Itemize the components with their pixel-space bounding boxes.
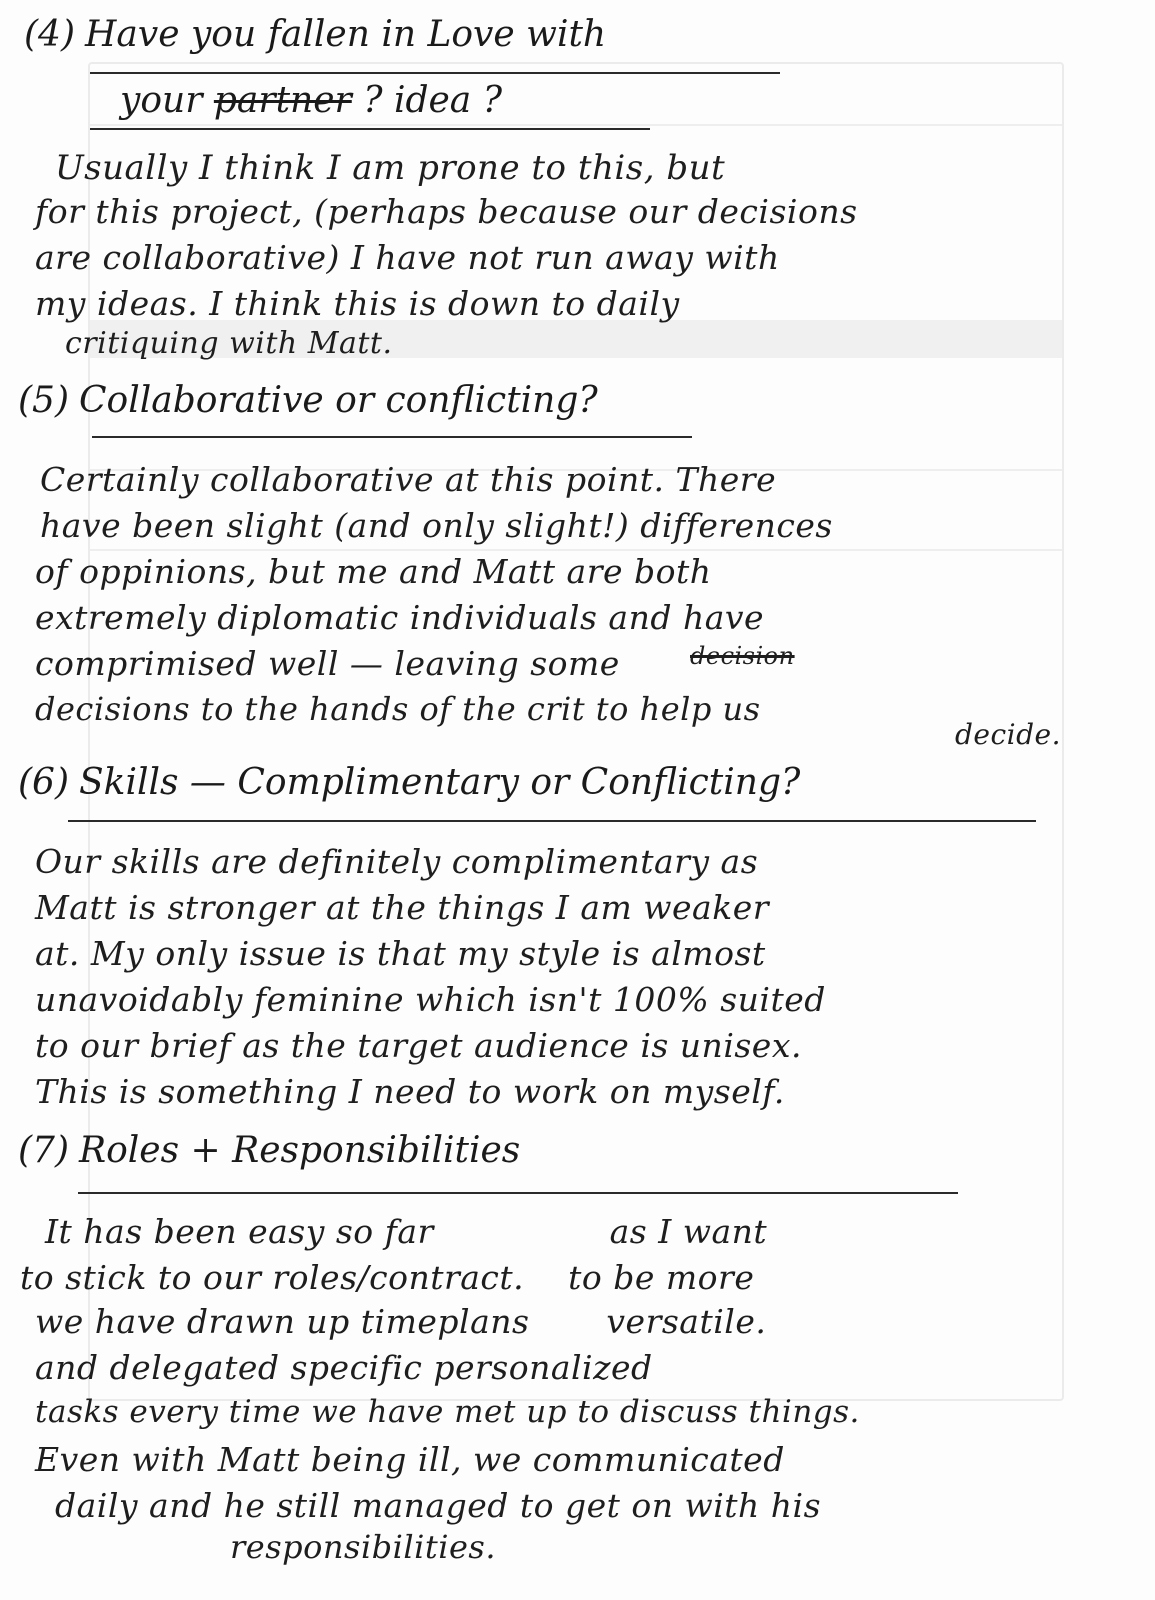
body-line: Certainly collaborative at this point. There xyxy=(40,460,777,499)
body-line: responsibilities. xyxy=(230,1528,496,1566)
body-line xyxy=(35,644,620,683)
body-line: we have drawn up timeplans versatile. xyxy=(35,1302,767,1341)
body-line: extremely diplomatic individuals and have xyxy=(35,598,765,637)
body-line: have been slight (and only slight!) differences xyxy=(40,506,833,545)
section-title: Skills — Complimentary or Conflicting? xyxy=(79,762,801,803)
heading-underline xyxy=(68,820,1036,822)
heading-underline xyxy=(78,1192,958,1194)
body-line: This is something I need to work on myself. xyxy=(35,1072,785,1111)
section-6-heading xyxy=(18,762,800,803)
body-line: are collaborative) I have not run away with xyxy=(35,238,780,277)
body-line: It has been easy so far as I want xyxy=(45,1212,768,1251)
section-7-heading xyxy=(18,1130,520,1171)
body-line: to our brief as the target audience is unisex. xyxy=(35,1026,802,1065)
body-line: unavoidably feminine which isn't 100% suited xyxy=(35,980,826,1019)
struck-word: decision xyxy=(690,642,795,670)
section-number: (6) xyxy=(18,762,69,803)
heading-underline xyxy=(90,128,650,130)
body-line: daily and he still managed to get on with his xyxy=(55,1486,822,1525)
heading-underline xyxy=(92,436,692,438)
section-title: Collaborative or conflicting? xyxy=(79,380,598,421)
body-text: comprimised well — leaving some xyxy=(35,644,620,683)
body-line: my ideas. I think this is down to daily xyxy=(35,284,680,323)
struck-word: partner xyxy=(213,80,352,121)
body-line: at. My only issue is that my style is almost xyxy=(35,934,766,973)
body-line: critiquing with Matt. xyxy=(65,326,393,361)
section-4-heading-line2 xyxy=(120,80,502,121)
body-line: Even with Matt being ill, we communicated xyxy=(35,1440,785,1479)
body-line: of oppinions, but me and Matt are both xyxy=(35,552,712,591)
title-word: your xyxy=(120,80,203,121)
body-line: decide. xyxy=(955,718,1062,751)
section-title: Have you fallen in Love with xyxy=(85,14,607,55)
section-title: Roles + Responsibilities xyxy=(79,1130,521,1171)
title-word: ? idea ? xyxy=(363,80,503,121)
body-line: decisions to the hands of the crit to help us xyxy=(35,690,761,728)
section-5-heading xyxy=(18,380,598,421)
body-line: Our skills are definitely complimentary as xyxy=(35,842,759,881)
body-line: to stick to our roles/contract. to be more xyxy=(20,1258,755,1297)
section-4-heading xyxy=(24,14,606,55)
body-line: and delegated specific personalized xyxy=(35,1348,653,1387)
section-number: (4) xyxy=(24,14,75,55)
heading-underline xyxy=(90,72,780,74)
body-line: Matt is stronger at the things I am weaker xyxy=(35,888,770,927)
body-line: tasks every time we have met up to discuss things. xyxy=(35,1394,860,1430)
section-number: (5) xyxy=(18,380,69,421)
body-line: for this project, (perhaps because our decisions xyxy=(35,192,858,231)
section-number: (7) xyxy=(18,1130,69,1171)
body-line: Usually I think I am prone to this, but xyxy=(55,148,726,188)
